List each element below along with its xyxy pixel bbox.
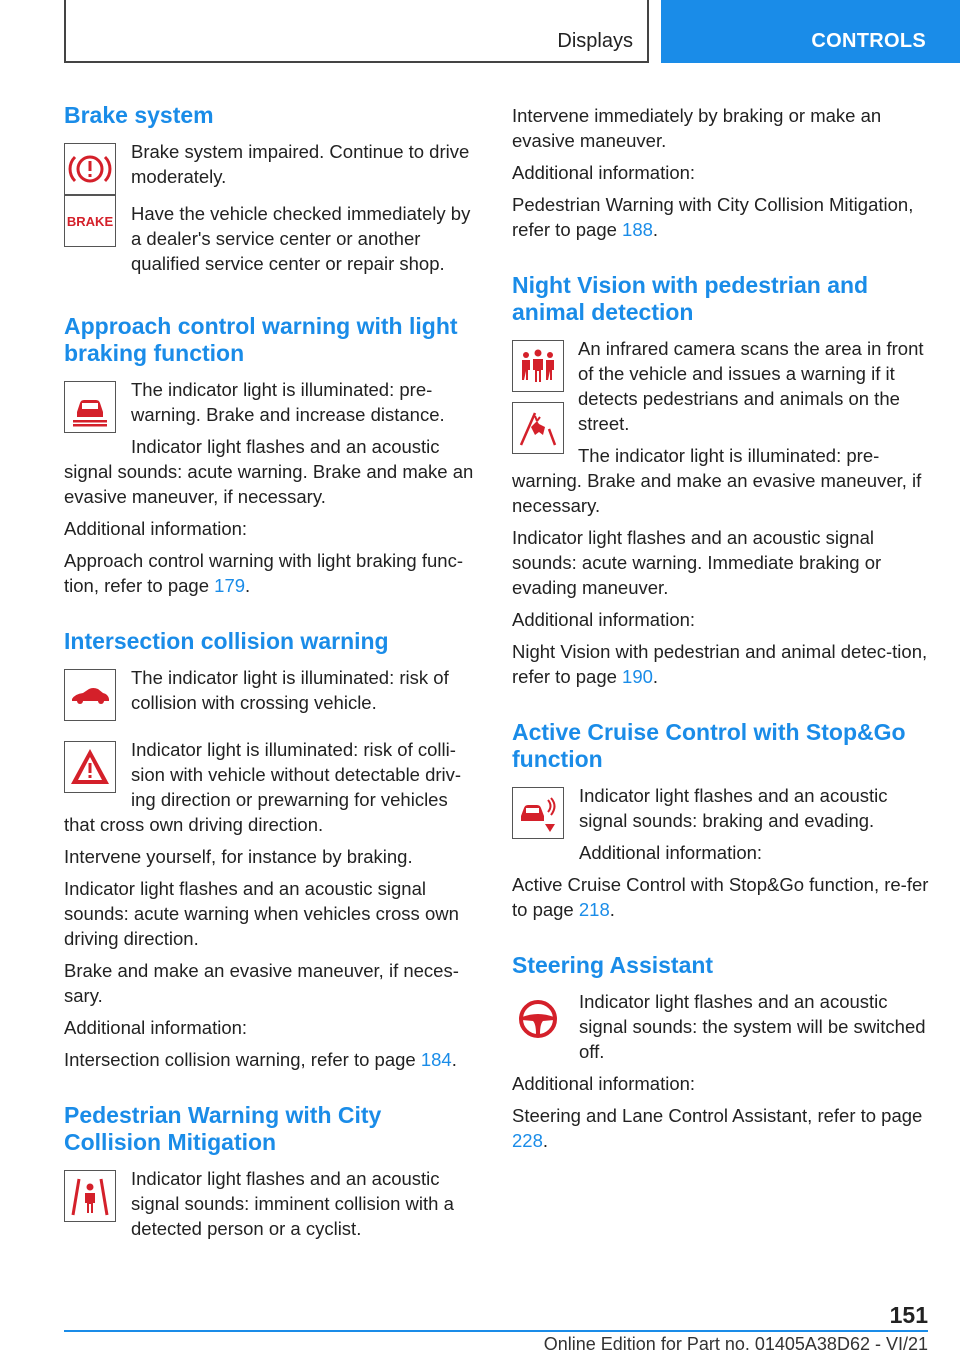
acc-text-1: Indicator light flashes and an acoustic signal sounds: braking and evading.: [579, 785, 888, 831]
right-column: [512, 103, 930, 1160]
steering-text-1: Indicator light flashes and an acoustic signal sounds: the system will be switched off.: [579, 991, 926, 1062]
warning-triangle-icon: [64, 741, 116, 793]
acc-warning-icon: [512, 787, 564, 839]
intersection-text-4: Indicator light flashes and an acoustic signal sounds: acute warning when vehicles cross own driving direction.: [64, 878, 459, 949]
pedestrian-ref-text: Pedestrian Warning with City Collision Mitigation, refer to page: [512, 194, 914, 240]
approach-warning-icon: [64, 381, 116, 433]
pedestrian-continued: [512, 103, 930, 242]
night-vision-person-icon: [512, 340, 564, 392]
steering-ref: Steering and Lane Control Assistant, refer to page 228.: [512, 1105, 923, 1151]
approach-control-page-link[interactable]: 179: [214, 575, 246, 596]
brake-system-heading: Brake system: [64, 102, 214, 128]
approach-control-section: [64, 313, 482, 598]
footer-divider: [64, 1330, 928, 1332]
steering-text-2: Additional information:: [512, 1073, 696, 1094]
brake-system-text-2: Have the vehicle checked immediately by a dealer's service center or another qualified service center or repair shop.: [131, 203, 471, 274]
intersection-text-1: The indicator light is illuminated: risk of collision with crossing vehicle.: [131, 667, 449, 713]
intersection-car-icon: [64, 669, 116, 721]
night-vision-text-2b: warning. Brake and make an evasive maneuver, if necessary.: [512, 470, 922, 516]
header-chapter-title: CONTROLS: [811, 30, 926, 52]
approach-control-text-3: Additional information:: [64, 518, 248, 539]
approach-control-heading: Approach control warning with light braking function: [64, 313, 458, 366]
intersection-ref: Intersection collision warning, refer to page 184.: [64, 1049, 457, 1070]
night-vision-section: [512, 272, 930, 689]
acc-heading: Active Cruise Control with Stop&Go function: [512, 719, 906, 772]
header-section-tab: [64, 0, 649, 63]
intersection-text-2b: that cross own driving direction.: [64, 814, 324, 835]
pedestrian-text-1: Indicator light flashes and an acoustic signal sounds: imminent collision with a detected person or a cyclist.: [131, 1168, 454, 1239]
left-column: [64, 102, 482, 1248]
steering-ref-text: Steering and Lane Control Assistant, refer to page: [512, 1105, 923, 1126]
acc-text-2: Additional information:: [579, 842, 763, 863]
pedestrian-warning-icon: [64, 1170, 116, 1222]
approach-control-text-1: The indicator light is illuminated: pre-warning. Brake and increase distance.: [131, 379, 445, 425]
brake-system-section: [64, 102, 482, 283]
pedestrian-section: [64, 1102, 482, 1248]
intersection-ref-text: Intersection collision warning, refer to page: [64, 1049, 416, 1070]
header-section-title: Displays: [557, 30, 633, 52]
intersection-text-6: Additional information:: [64, 1017, 248, 1038]
acc-section: [512, 719, 930, 922]
acc-ref: Active Cruise Control with Stop&Go function, re-fer to page 218.: [512, 874, 929, 920]
pedestrian-page-link[interactable]: 188: [622, 219, 653, 240]
night-vision-text-3: Indicator light flashes and an acoustic signal sounds: acute warning. Immediate braking or evading maneuver.: [512, 527, 882, 598]
brake-system-text-1: Brake system impaired. Continue to drive moderately.: [131, 141, 470, 187]
steering-heading: Steering Assistant: [512, 952, 714, 978]
intersection-page-link[interactable]: 184: [420, 1049, 452, 1070]
steering-wheel-icon: [512, 993, 564, 1045]
intersection-heading: Intersection collision warning: [64, 628, 389, 654]
brake-icon-label: BRAKE: [67, 214, 113, 229]
brake-warning-icon: [64, 143, 116, 195]
approach-control-ref: Approach control warning with light braking func-tion, refer to page 179.: [64, 550, 463, 596]
acc-ref-text: Active Cruise Control with Stop&Go function, re-fer to page: [512, 874, 929, 920]
night-vision-text-1: An infrared camera scans the area in front of the vehicle and issues a warning if it detects pedestrians and animals on the street.: [578, 338, 924, 434]
brake-text-icon: [64, 195, 116, 247]
steering-section: [512, 952, 930, 1153]
night-vision-ref: Night Vision with pedestrian and animal detec-tion, refer to page 190.: [512, 641, 928, 687]
pedestrian-text-2: Intervene immediately by braking or make an evasive maneuver.: [512, 105, 882, 151]
approach-control-ref-text: Approach control warning with light braking func-tion, refer to page: [64, 550, 463, 596]
intersection-section: [64, 628, 482, 1072]
acc-page-link[interactable]: 218: [578, 899, 610, 920]
footer-edition: Online Edition for Part no. 01405A38D62 - VI/21: [543, 1334, 928, 1354]
approach-control-text-2a: Indicator light flashes and an acoustic: [131, 436, 440, 457]
approach-control-text-2: signal sounds: acute warning. Brake and make an evasive maneuver, if necessary.: [64, 461, 474, 507]
pedestrian-text-3: Additional information:: [512, 162, 696, 183]
steering-page-link[interactable]: 228: [512, 1130, 543, 1151]
pedestrian-ref: Pedestrian Warning with City Collision Mitigation, refer to page 188.: [512, 194, 914, 240]
page-number: 151: [889, 1302, 928, 1328]
night-vision-text-2a: The indicator light is illuminated: pre-: [578, 445, 880, 466]
night-vision-text-4: Additional information:: [512, 609, 696, 630]
night-vision-animal-icon: [512, 402, 564, 454]
night-vision-page-link[interactable]: 190: [622, 666, 653, 687]
night-vision-ref-text: Night Vision with pedestrian and animal detec-tion, refer to page: [512, 641, 928, 687]
intersection-text-2a: Indicator light is illuminated: risk of colli-sion with vehicle without detectable driv-ing direction or prewarning for vehicles: [131, 739, 462, 810]
intersection-text-3: Intervene yourself, for instance by braking.: [64, 846, 413, 867]
pedestrian-heading: Pedestrian Warning with City Collision Mitigation: [64, 1102, 382, 1155]
night-vision-heading: Night Vision with pedestrian and animal detection: [512, 272, 869, 325]
header-chapter-tab: [661, 0, 960, 63]
intersection-text-5: Brake and make an evasive maneuver, if neces-sary.: [64, 960, 459, 1006]
